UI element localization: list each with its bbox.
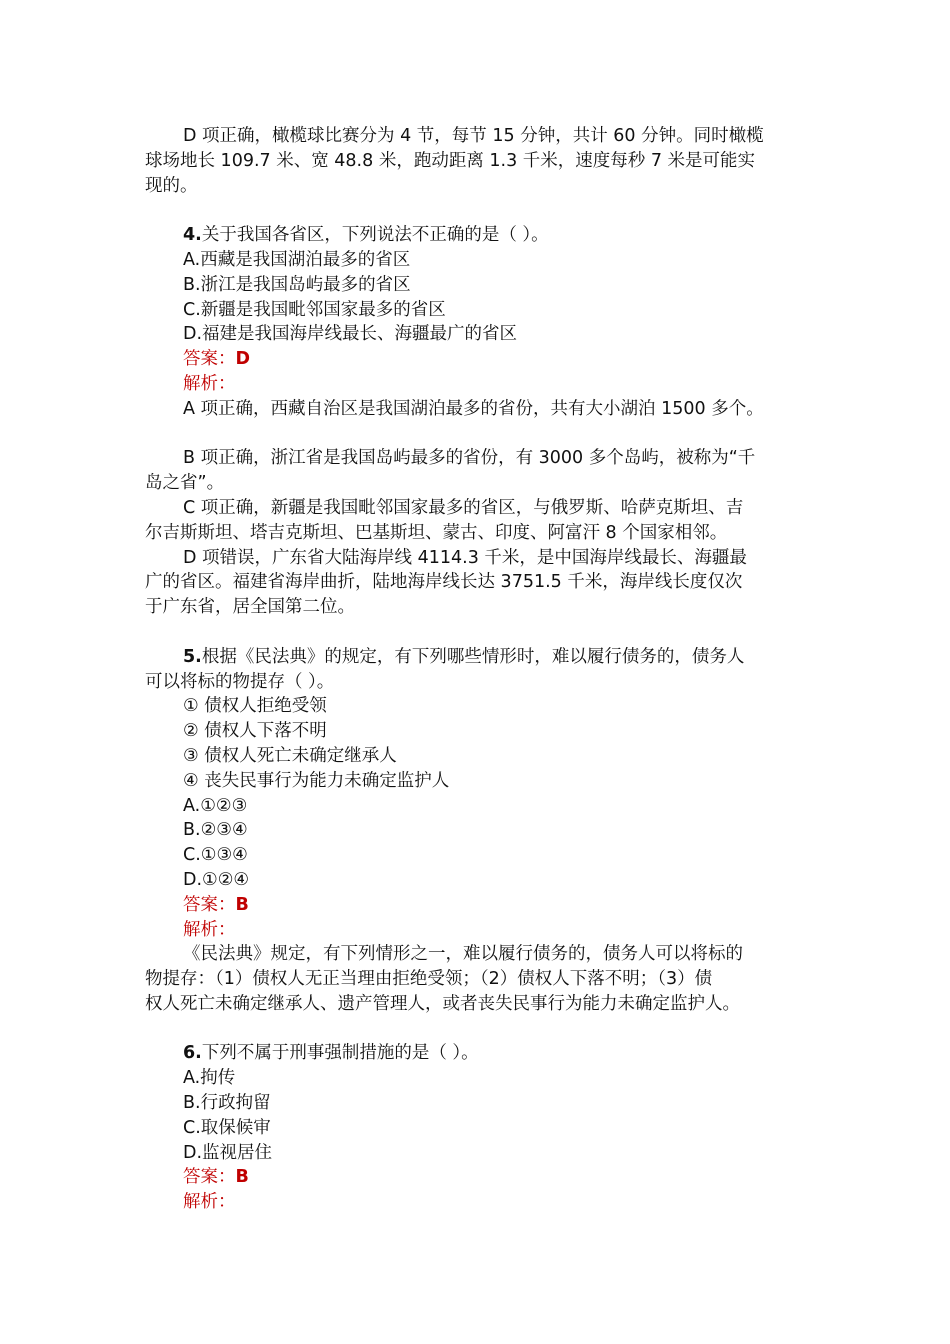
statement-item: ② 债权人下落不明 bbox=[183, 721, 327, 742]
analysis-text bbox=[145, 422, 825, 447]
option-b: B.②③④ bbox=[183, 820, 248, 841]
analysis-text: 广的省区。福建省海岸曲折，陆地海岸线长达 3751.5 千米，海岸线长度仅次 bbox=[145, 572, 743, 593]
option-c: C.新疆是我国毗邻国家最多的省区 bbox=[183, 299, 446, 320]
analysis-text: A 项正确，西藏自治区是我国湖泊最多的省份，共有大小湖泊 1500 多个。 bbox=[183, 398, 764, 419]
question-stem bbox=[145, 645, 825, 670]
analysis-label: 解析： bbox=[183, 919, 236, 940]
q3-analysis-continuation bbox=[145, 124, 825, 198]
statement-item: ① 债权人拒绝受领 bbox=[183, 696, 327, 717]
answer-line bbox=[145, 1165, 825, 1190]
analysis-text: C 项正确，新疆是我国毗邻国家最多的省区，与俄罗斯、哈萨克斯坦、吉 bbox=[183, 497, 744, 518]
analysis-text: 尔吉斯斯坦、塔吉克斯坦、巴基斯坦、蒙古、印度、阿富汗 8 个国家相邻。 bbox=[145, 522, 728, 543]
question-number: 4. bbox=[183, 225, 202, 246]
option-b: B.行政拘留 bbox=[183, 1093, 271, 1114]
analysis-label: 解析： bbox=[183, 1192, 236, 1213]
question-4 bbox=[145, 223, 825, 620]
analysis-text: 物提存：（1）债权人无正当理由拒绝受领；（2）债权人下落不明；（3）债 bbox=[145, 969, 713, 990]
analysis-line bbox=[145, 1190, 825, 1215]
question-number: 5. bbox=[183, 646, 202, 667]
answer-line bbox=[145, 347, 825, 372]
option-d: D.福建是我国海岸线最长、海疆最广的省区 bbox=[183, 324, 518, 345]
statement-item: ④ 丧失民事行为能力未确定监护人 bbox=[183, 770, 450, 791]
answer-label: 答案： bbox=[183, 894, 236, 915]
analysis-line bbox=[145, 372, 825, 397]
option-d: D.①②④ bbox=[183, 869, 250, 890]
answer-value: B bbox=[235, 1167, 249, 1188]
option-a: A.拘传 bbox=[183, 1068, 236, 1089]
question-stem bbox=[145, 223, 825, 248]
analysis-line bbox=[145, 918, 825, 943]
option-b: B.浙江是我国岛屿最多的省区 bbox=[183, 274, 411, 295]
question-stem bbox=[145, 1041, 825, 1066]
analysis-text: D 项错误，广东省大陆海岸线 4114.3 千米，是中国海岸线最长、海疆最 bbox=[183, 547, 747, 568]
paragraph-line: D 项正确，橄榄球比赛分为 4 节，每节 15 分钟，共计 60 分钟。同时橄榄 bbox=[183, 126, 764, 146]
question-text: 根据《民法典》的规定，有下列哪些情形时，难以履行债务的，债务人 bbox=[201, 646, 745, 667]
analysis-text: B 项正确，浙江省是我国岛屿最多的省份，有 3000 多个岛屿，被称为“千 bbox=[183, 448, 756, 469]
option-c: C.①③④ bbox=[183, 845, 248, 866]
statement-item: ③ 债权人死亡未确定继承人 bbox=[183, 745, 397, 766]
analysis-text: 岛之省”。 bbox=[145, 473, 225, 494]
answer-value: D bbox=[235, 349, 251, 370]
question-text: 下列不属于刑事强制措施的是（ ）。 bbox=[201, 1043, 479, 1064]
answer-value: B bbox=[235, 894, 249, 915]
option-a: A.①②③ bbox=[183, 795, 248, 816]
analysis-text: 于广东省，居全国第二位。 bbox=[145, 597, 355, 618]
question-6 bbox=[145, 1041, 825, 1215]
analysis-label: 解析： bbox=[183, 373, 236, 394]
analysis-text: 权人死亡未确定继承人、遗产管理人，或者丧失民事行为能力未确定监护人。 bbox=[145, 993, 740, 1014]
question-text: 关于我国各省区，下列说法不正确的是（ ）。 bbox=[201, 225, 549, 246]
paragraph-line: 球场地长 109.7 米、宽 48.8 米，跑动距离 1.3 千米，速度每秒 7 米是可能实 bbox=[145, 150, 756, 171]
question-5 bbox=[145, 645, 825, 1017]
answer-label: 答案： bbox=[183, 1167, 236, 1188]
question-text: 可以将标的物提存（ ）。 bbox=[145, 671, 335, 692]
analysis-text: 《民法典》规定，有下列情形之一，难以履行债务的，债务人可以将标的 bbox=[183, 944, 743, 965]
answer-label: 答案： bbox=[183, 349, 236, 370]
option-c: C.取保候审 bbox=[183, 1117, 271, 1138]
option-a: A.西藏是我国湖泊最多的省区 bbox=[183, 249, 411, 270]
document-page bbox=[145, 124, 825, 1215]
question-number: 6. bbox=[183, 1043, 202, 1064]
option-d: D.监视居住 bbox=[183, 1142, 273, 1163]
answer-line bbox=[145, 893, 825, 918]
paragraph-line: 现的。 bbox=[145, 175, 198, 196]
